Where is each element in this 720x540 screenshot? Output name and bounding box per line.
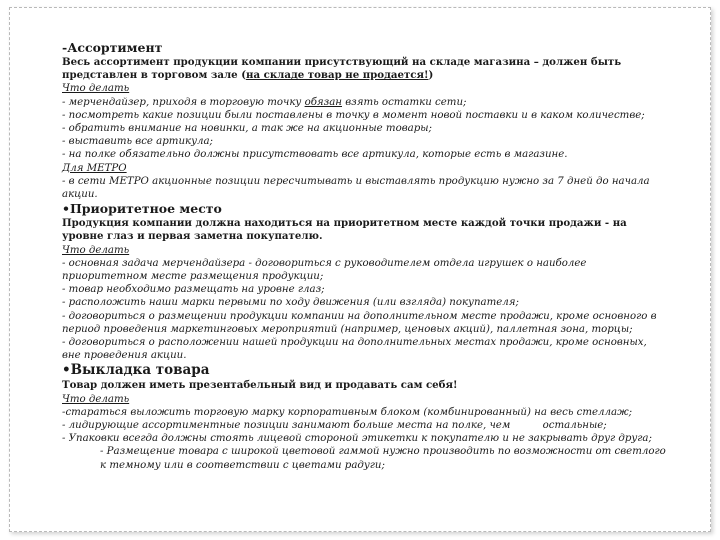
metro-text: - в сети МЕТРО акционные позиции пересчитывать и выставлять продукцию нужно за 7 дней до начала акции. xyxy=(62,175,650,201)
section-intro-assortment xyxy=(62,56,666,82)
list-item: - Упаковки всегда должны стоять лицевой стороной этикетки к покупателю и не закрывать друг друга; xyxy=(62,433,652,445)
list-item: - основная задача мерчендайзера - договориться с руководителем отдела игрушек о наиболее приоритетном месте размещения продукции; xyxy=(62,257,587,283)
section-title-priority-place: •Приоритетное место xyxy=(62,201,222,217)
intro-text-a: Весь ассортимент продукции компании присутствующий на складе магазина – должен быть представлен в торговом зале ( xyxy=(62,56,622,82)
section-intro-display: Товар должен иметь презентабельный вид и продавать сам себя! xyxy=(62,379,458,392)
list-item: - Размещение товара с широкой цветовой гаммой нужно производить по возможности от светлого к темному или в соответствии с цветами радуги; xyxy=(100,446,666,471)
intro-text-b: ) xyxy=(428,69,434,82)
section-intro-priority-place: Продукция компании должна находиться на приоритетном месте каждой точки продажи - на уровне глаз и первая заметна покупателю. xyxy=(62,217,627,243)
list-item: - выставить все артикула; xyxy=(62,136,213,148)
list-item: - товар необходимо размещать на уровне глаз; xyxy=(62,284,325,296)
what-to-do-label: Что делать xyxy=(62,393,130,405)
what-to-do-label: Что делать xyxy=(62,244,130,256)
item-text: - мерчендайзер, приходя в торговую точку xyxy=(62,96,305,108)
list-item: - обратить внимание на новинки, а так же на акционные товары; xyxy=(62,123,432,135)
what-to-do-label: Что делать xyxy=(62,83,130,95)
intro-emphasis: на складе товар не продается! xyxy=(246,69,429,82)
list-item: - расположить наши марки первыми по ходу движения (или взгляда) покупателя; xyxy=(62,297,519,309)
slide-content xyxy=(62,40,666,472)
list-item: - договориться о размещении продукции компании на дополнительном месте продажи, кроме основного в период проведения маркетинговых мероприятий (например, ценовых акций), паллетная зона, торцы; xyxy=(62,310,657,335)
section-title-display: •Выкладка товара xyxy=(62,362,210,379)
list-item: - договориться о расположении нашей продукции на дополнительных местах продажи, кроме основных, вне проведения акции. xyxy=(62,337,647,362)
metro-label: Для МЕТРО xyxy=(62,162,127,174)
list-item: - на полке обязательно должны присутствовать все артикула, которые есть в магазине. xyxy=(62,149,568,161)
list-item xyxy=(62,96,666,109)
section-title-assortment: -Ассортимент xyxy=(62,40,163,55)
list-item: -стараться выложить торговую марку корпоративным блоком (комбинированный) на весь стеллаж; xyxy=(62,406,633,418)
list-item: - лидирующие ассортиментные позиции занимают больше места на полке, чем остальные; xyxy=(62,420,607,432)
item-text: взять остатки сети; xyxy=(342,96,467,108)
list-item: - посмотреть какие позиции были поставлены в точку в момент новой поставки и в каком количестве; xyxy=(62,109,645,121)
item-emphasis: обязан xyxy=(304,96,343,108)
